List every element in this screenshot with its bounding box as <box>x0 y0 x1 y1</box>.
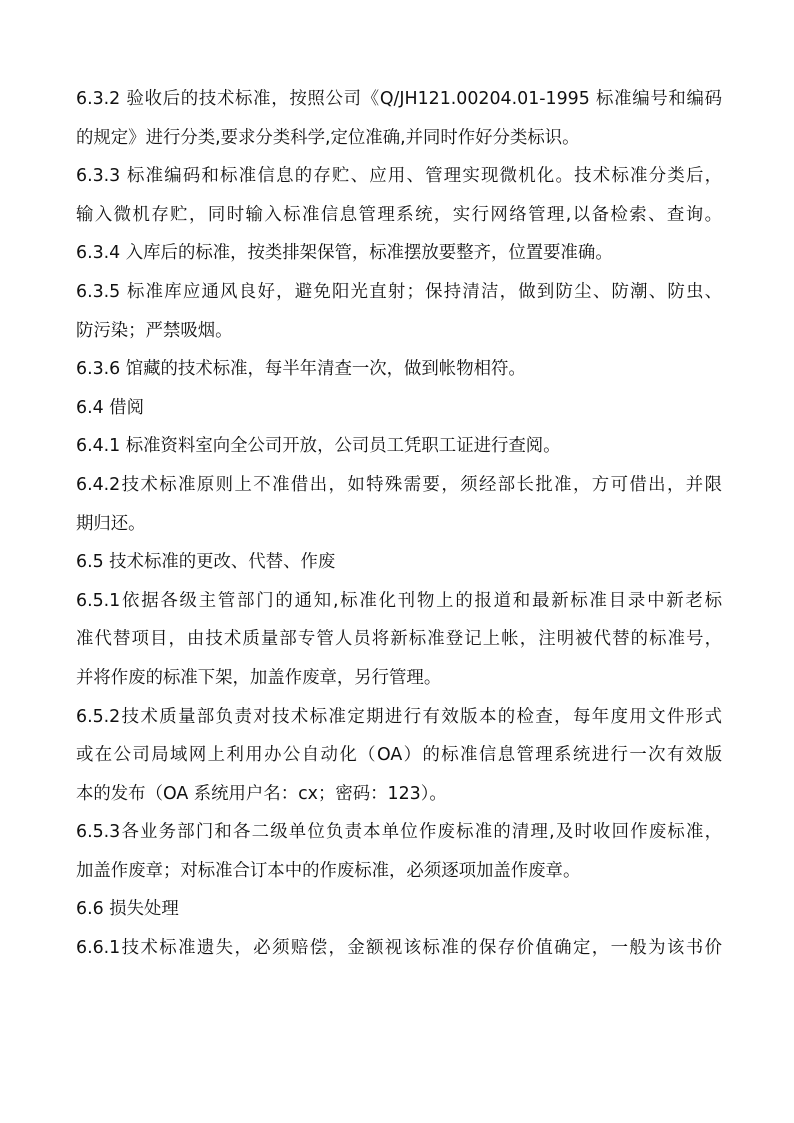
text-line: 6.3.4 入库后的标准，按类排架保管，标准摆放要整齐，位置要准确。 <box>76 243 613 264</box>
text-line: 6.5.3各业务部门和各二级单位负责本单位作废标准的清理,及时收回作废标准， <box>76 822 722 843</box>
text-line: 6.3.2 验收后的技术标准，按照公司《Q/JH121.00204.01-1995 标准编号和编码 <box>76 89 722 109</box>
text-line: 6.3.6 馆藏的技术标准，每半年清查一次，做到帐物相符。 <box>76 359 526 380</box>
text-line: 6.5.1依据各级主管部门的通知,标准化刊物上的报道和最新标准目录中新老标 <box>76 590 722 611</box>
text-line: 6.3.5 标准库应通风良好，避免阳光直射；保持清洁，做到防尘、防潮、防虫、 <box>76 281 722 302</box>
text-line: 6.3.3 标准编码和标准信息的存贮、应用、管理实现微机化。技术标准分类后， <box>76 166 722 187</box>
text-line: 并将作废的标准下架，加盖作废章，另行管理。 <box>76 667 442 688</box>
section-heading: 6.6 损失处理 <box>76 899 179 920</box>
text-line: 准代替项目，由技术质量部专管人员将新标准登记上帐，注明被代替的标准号， <box>76 629 722 650</box>
text-line: 输入微机存贮，同时输入标准信息管理系统，实行网络管理,以备检索、查询。 <box>76 204 722 225</box>
text-line: 防污染；严禁吸烟。 <box>76 320 233 341</box>
text-line: 的规定》进行分类,要求分类科学,定位准确,并同时作好分类标识。 <box>76 127 580 148</box>
document-body <box>76 80 722 968</box>
text-line: 6.5.2技术质量部负责对技术标准定期进行有效版本的检查，每年度用文件形式 <box>76 706 722 727</box>
text-line: 6.4.1 标准资料室向全公司开放，公司员工凭职工证进行查阅。 <box>76 436 561 457</box>
section-heading: 6.5 技术标准的更改、代替、作废 <box>76 552 336 573</box>
text-line: 6.4.2技术标准原则上不准借出，如特殊需要，须经部长批准，方可借出，并限 <box>76 474 722 495</box>
text-line: 或在公司局域网上利用办公自动化（OA）的标准信息管理系统进行一次有效版 <box>76 745 722 766</box>
section-heading: 6.4 借阅 <box>76 397 144 418</box>
text-line: 期归还。 <box>76 513 146 534</box>
text-line: 6.6.1技术标准遗失，必须赔偿，金额视该标准的保存价值确定，一般为该书价 <box>76 938 722 959</box>
text-line: 本的发布（OA 系统用户名：cx；密码：123）。 <box>76 783 447 804</box>
text-line: 加盖作废章；对标准合订本中的作废标准，必须逐项加盖作废章。 <box>76 860 581 881</box>
